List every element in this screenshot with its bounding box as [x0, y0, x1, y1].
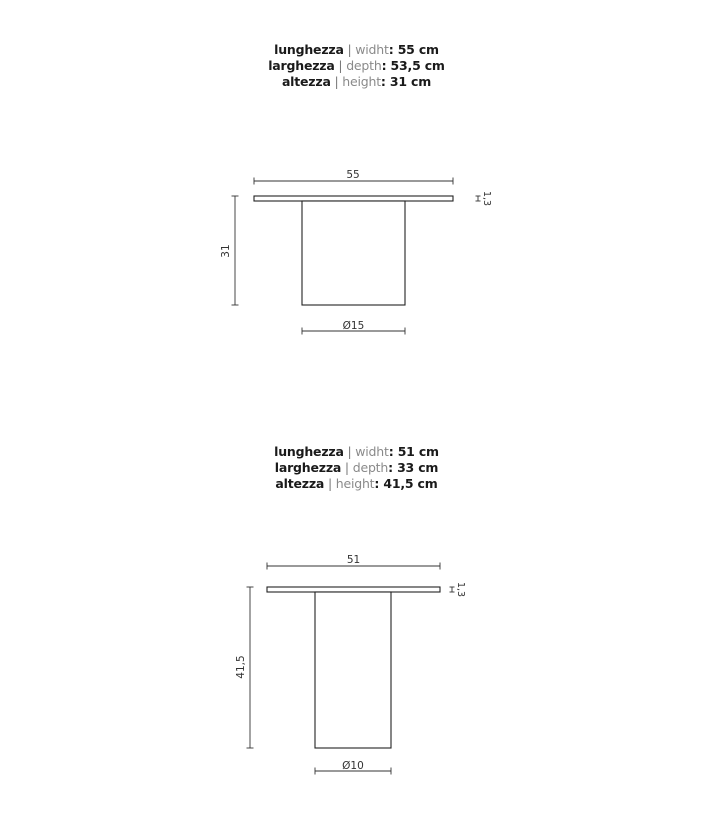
spec-value: 53,5 cm	[390, 58, 445, 73]
spec-label-it: lunghezza	[274, 42, 344, 57]
height-label: 31	[220, 244, 232, 258]
spec-row-height: altezza | height: 41,5 cm	[275, 476, 438, 491]
base-diameter-label: Ø15	[342, 320, 365, 332]
spec-row-depth: larghezza | depth: 33 cm	[274, 460, 439, 475]
spec-label-it: lunghezza	[274, 444, 344, 459]
spec-block-2	[0, 444, 713, 492]
spec-label-en: depth	[346, 58, 382, 73]
spec-value: 41,5 cm	[383, 476, 438, 491]
spec-block-1	[0, 42, 713, 90]
spec-value: 55 cm	[397, 42, 439, 57]
top-thickness-dimension	[450, 587, 455, 592]
table-base	[302, 201, 405, 305]
spec-label-en: height	[335, 476, 375, 491]
height-dimension	[247, 587, 254, 748]
spec-row-length: lunghezza | widht: 55 cm	[274, 42, 439, 57]
spec-value: 51 cm	[397, 444, 439, 459]
spec-value: 33 cm	[397, 460, 439, 475]
spec-label-it: altezza	[281, 74, 331, 89]
top-width-label: 55	[346, 169, 360, 181]
top-thickness-label: 1,3	[455, 581, 466, 598]
height-label: 41,5	[235, 655, 247, 679]
spec-label-en: depth	[352, 460, 389, 475]
spec-label-it: altezza	[275, 476, 325, 491]
table-base	[315, 592, 391, 748]
spec-row-length: lunghezza | widht: 51 cm	[274, 444, 439, 459]
spec-label-it: larghezza	[268, 58, 335, 73]
height-dimension	[232, 196, 239, 305]
table-top	[267, 587, 440, 592]
table-top	[254, 196, 453, 201]
table-drawing-1	[0, 160, 713, 350]
top-width-label: 51	[346, 554, 361, 566]
spec-label-en: widht	[355, 444, 389, 459]
table-drawing-2	[0, 545, 713, 785]
spec-row-height: altezza | height: 31 cm	[281, 74, 432, 89]
base-diameter-label: Ø10	[342, 760, 364, 772]
spec-label-en: height	[342, 74, 381, 89]
top-thickness-dimension	[476, 196, 481, 201]
spec-value: 31 cm	[389, 74, 432, 89]
top-thickness-label: 1,3	[481, 190, 492, 207]
spec-label-it: larghezza	[274, 460, 342, 475]
spec-row-depth: larghezza | depth: 53,5 cm	[268, 58, 445, 73]
spec-label-en: widht	[355, 42, 389, 57]
